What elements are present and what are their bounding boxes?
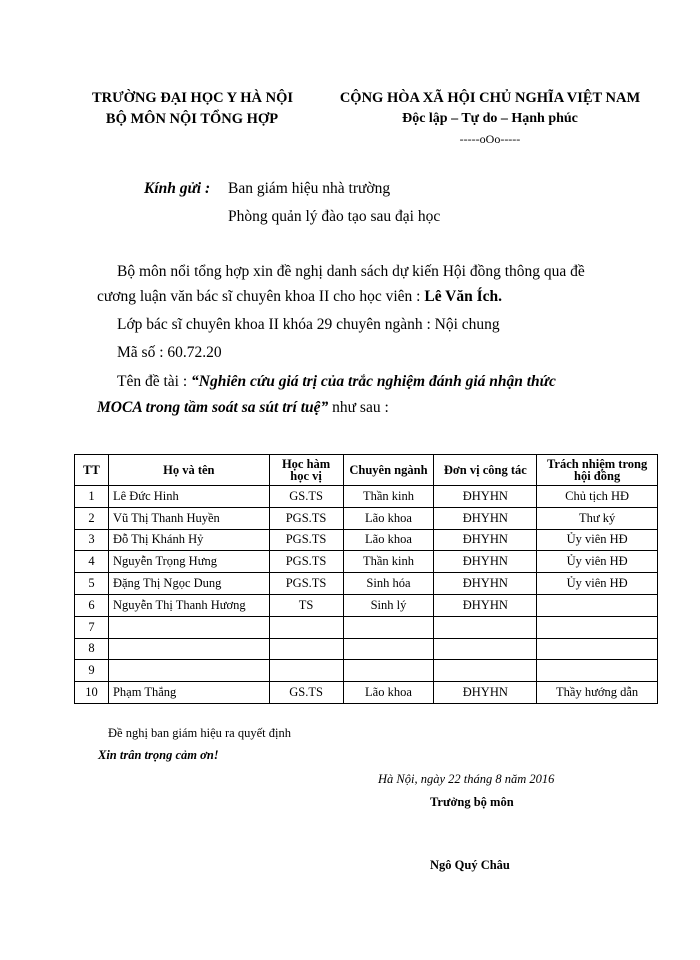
table-header-row xyxy=(75,455,658,486)
table-row xyxy=(75,682,658,704)
body-paragraph-line-2: cương luận văn bác sĩ chuyên khoa II cho học viên : Lê Văn Ích. xyxy=(97,288,503,305)
row-number: 3 xyxy=(75,529,109,551)
council-table xyxy=(74,454,658,704)
member-specialty xyxy=(343,616,434,638)
member-name: Nguyễn Thị Thanh Hương xyxy=(108,594,269,616)
member-specialty: Thần kinh xyxy=(343,486,434,508)
code-line: Mã số : 60.72.20 xyxy=(117,344,222,361)
table-row xyxy=(75,551,658,573)
member-degree xyxy=(269,616,343,638)
topic-line-2: MOCA trong tầm soát sa sút trí tuệ” như sau : xyxy=(97,399,389,416)
header-name: Họ và tên xyxy=(108,455,269,486)
national-motto: Độc lập – Tự do – Hạnh phúc xyxy=(402,111,578,126)
member-name: Vũ Thị Thanh Huyền xyxy=(108,507,269,529)
member-workplace: ĐHYHN xyxy=(434,682,537,704)
member-workplace: ĐHYHN xyxy=(434,551,537,573)
member-role xyxy=(537,660,658,682)
closing-request: Đề nghị ban giám hiệu ra quyết định xyxy=(108,726,291,740)
member-role: Chủ tịch HĐ xyxy=(537,486,658,508)
topic-line-1: Tên đề tài : “Nghiên cứu giá trị của trắc nghiệm đánh giá nhận thức xyxy=(117,373,556,390)
table-row xyxy=(75,573,658,595)
member-role xyxy=(537,638,658,660)
member-specialty xyxy=(343,660,434,682)
table-row xyxy=(75,660,658,682)
signer-title: Trưởng bộ môn xyxy=(430,795,514,809)
member-degree: GS.TS xyxy=(269,486,343,508)
addressee-line-2: Phòng quản lý đào tạo sau đại học xyxy=(228,208,441,225)
row-number: 7 xyxy=(75,616,109,638)
member-degree: PGS.TS xyxy=(269,551,343,573)
member-name: Đặng Thị Ngọc Dung xyxy=(108,573,269,595)
school-name: TRƯỜNG ĐẠI HỌC Y HÀ NỘI xyxy=(92,90,293,106)
member-degree: GS.TS xyxy=(269,682,343,704)
table-row xyxy=(75,638,658,660)
member-degree: TS xyxy=(269,594,343,616)
member-degree xyxy=(269,638,343,660)
table-row xyxy=(75,616,658,638)
header-role: Trách nhiệm trong hội đồng xyxy=(537,455,658,486)
row-number: 6 xyxy=(75,594,109,616)
student-name: Lê Văn Ích. xyxy=(424,288,503,305)
signer-name: Ngô Quý Châu xyxy=(430,858,510,872)
member-role xyxy=(537,616,658,638)
row-number: 9 xyxy=(75,660,109,682)
header-tt: TT xyxy=(75,455,109,486)
addressee-label: Kính gửi : xyxy=(144,180,211,197)
table-row xyxy=(75,486,658,508)
member-name: Nguyễn Trọng Hưng xyxy=(108,551,269,573)
member-workplace xyxy=(434,638,537,660)
department-name: BỘ MÔN NỘI TỔNG HỢP xyxy=(105,111,279,127)
member-workplace: ĐHYHN xyxy=(434,486,537,508)
header-workplace: Đơn vị công tác xyxy=(434,455,537,486)
member-specialty: Sinh lý xyxy=(343,594,434,616)
member-role xyxy=(537,594,658,616)
member-degree: PGS.TS xyxy=(269,529,343,551)
member-specialty xyxy=(343,638,434,660)
member-specialty: Lão khoa xyxy=(343,529,434,551)
member-workplace: ĐHYHN xyxy=(434,594,537,616)
member-role: Ủy viên HĐ xyxy=(537,551,658,573)
member-workplace: ĐHYHN xyxy=(434,573,537,595)
body-paragraph-line-1: Bộ môn nổi tổng hợp xin đề nghị danh sách dự kiến Hội đồng thông qua đề xyxy=(117,263,585,280)
member-workplace: ĐHYHN xyxy=(434,507,537,529)
member-role: Ủy viên HĐ xyxy=(537,573,658,595)
member-role: Thầy hướng dẫn xyxy=(537,682,658,704)
table-row xyxy=(75,594,658,616)
row-number: 8 xyxy=(75,638,109,660)
member-specialty: Thần kinh xyxy=(343,551,434,573)
member-workplace xyxy=(434,616,537,638)
topic-title: “Nghiên cứu giá trị của trắc nghiệm đánh giá nhận thức xyxy=(191,373,556,390)
row-number: 2 xyxy=(75,507,109,529)
member-specialty: Lão khoa xyxy=(343,507,434,529)
member-degree: PGS.TS xyxy=(269,507,343,529)
row-number: 4 xyxy=(75,551,109,573)
member-name: Phạm Thắng xyxy=(108,682,269,704)
member-workplace xyxy=(434,660,537,682)
table-row xyxy=(75,507,658,529)
header-divider: -----oOo----- xyxy=(459,132,521,146)
header-degree: Học hàm học vị xyxy=(269,455,343,486)
closing-thanks: Xin trân trọng cảm ơn! xyxy=(98,748,219,762)
row-number: 5 xyxy=(75,573,109,595)
member-name xyxy=(108,660,269,682)
member-name xyxy=(108,638,269,660)
member-name: Đỗ Thị Khánh Hỷ xyxy=(108,529,269,551)
member-degree xyxy=(269,660,343,682)
header-specialty: Chuyên ngành xyxy=(343,455,434,486)
member-specialty: Lão khoa xyxy=(343,682,434,704)
addressee-line-1: Ban giám hiệu nhà trường xyxy=(228,180,391,197)
member-name: Lê Đức Hinh xyxy=(108,486,269,508)
member-role: Ủy viên HĐ xyxy=(537,529,658,551)
class-line: Lớp bác sĩ chuyên khoa II khóa 29 chuyên ngành : Nội chung xyxy=(117,316,500,333)
national-title: CỘNG HÒA XÃ HỘI CHỦ NGHĨA VIỆT NAM xyxy=(339,90,641,106)
member-role: Thư ký xyxy=(537,507,658,529)
member-name xyxy=(108,616,269,638)
row-number: 1 xyxy=(75,486,109,508)
table-row xyxy=(75,529,658,551)
row-number: 10 xyxy=(75,682,109,704)
closing-date: Hà Nội, ngày 22 tháng 8 năm 2016 xyxy=(378,772,555,786)
member-specialty: Sinh hóa xyxy=(343,573,434,595)
member-workplace: ĐHYHN xyxy=(434,529,537,551)
member-degree: PGS.TS xyxy=(269,573,343,595)
